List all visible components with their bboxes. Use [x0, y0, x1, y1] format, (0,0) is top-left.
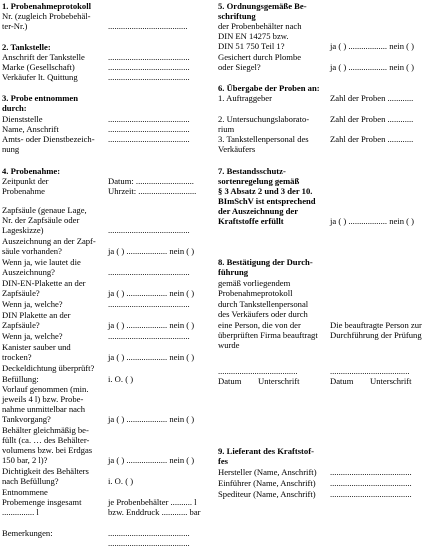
- zapfsaeule-label-2: Nr. der Zapfsäule oder: [2, 215, 80, 225]
- datum-caption-left: Datum: [218, 376, 242, 386]
- behaelter-label: Behälter gleichmäßig be-: [2, 425, 89, 435]
- name-anschrift-field[interactable]: ......................................: [108, 124, 190, 134]
- auszeichnung-ja-nein[interactable]: ja ( ) ................... nein ( ): [108, 246, 195, 256]
- din-en-plakette-ja-nein[interactable]: ja ( ) ................... nein ( ): [108, 288, 195, 298]
- probenbehaelter-field[interactable]: je Probenbehälter .......... l: [108, 497, 197, 507]
- bestandsschutz-ja-nein[interactable]: ja ( ) .................. nein ( ): [330, 216, 415, 226]
- section-1-label: Nr. (zugleich Probebehäl-: [2, 11, 91, 21]
- kanister-ja-nein[interactable]: ja ( ) ................... nein ( ): [108, 352, 195, 362]
- verkaeufer-label: Verkäufer lt. Quittung: [2, 72, 78, 82]
- dichtigkeit-io-checkbox[interactable]: i. O. ( ): [108, 476, 134, 486]
- plombe-ja-nein[interactable]: ja ( ) .................. nein ( ): [330, 62, 415, 72]
- din-en-plakette-label-2: Zapfsäule?: [2, 288, 40, 298]
- dienststelle-label: Dienststelle: [2, 114, 43, 124]
- vorlauf-label-4: Tankvorgang?: [2, 414, 51, 424]
- section-8-title-cont: führung: [218, 267, 249, 277]
- section-7-title: 7. Bestandsschutz-: [218, 166, 286, 176]
- section-5-title-cont: schriftung: [218, 11, 256, 21]
- din-plakette-ja-nein[interactable]: ja ( ) ................... nein ( ): [108, 320, 195, 330]
- amtsbezeichnung-label-cont: nung: [2, 144, 20, 154]
- spediteur-field[interactable]: ......................................: [330, 489, 412, 499]
- auszeichnung-label: Auszeichnung an der Zapf-: [2, 236, 96, 246]
- befuellung-io-checkbox[interactable]: i. O. ( ): [108, 374, 134, 384]
- enddruck-field[interactable]: bzw. Enddruck ............ bar: [108, 507, 201, 517]
- din-en-plakette-label: DIN-EN-Plakette an der: [2, 278, 86, 288]
- section-9-title-cont: fes: [218, 456, 229, 466]
- probemenge-label-2: Probemenge insgesamt: [2, 497, 82, 507]
- beschriftung-label: der Probenbehälter nach: [218, 21, 302, 31]
- uebergabe-personal-label: 3. Tankstellenpersonal des: [218, 134, 309, 144]
- uebergabe-labor-label: 2. Untersuchungslaborato-: [218, 114, 310, 124]
- marke-label: Marke (Gesellschaft): [2, 62, 75, 72]
- kanister-label-2: trocken?: [2, 352, 32, 362]
- uebergabe-labor-field[interactable]: Zahl der Proben ............: [330, 114, 414, 124]
- uebergabe-personal-label-2: Verkäufers: [218, 144, 256, 154]
- probemenge-label: Entnommene: [2, 487, 48, 497]
- section-1-field[interactable]: .....................................: [108, 21, 188, 31]
- unterschrift-caption-right: Unterschrift: [370, 376, 412, 386]
- bemerkungen-label: Bemerkungen:: [2, 528, 53, 538]
- spediteur-label: Spediteur (Name, Anschrift): [218, 489, 316, 499]
- tankstelle-anschrift-field[interactable]: ......................................: [108, 52, 190, 62]
- verkaeufer-field[interactable]: ......................................: [108, 72, 190, 82]
- section-6-title: 6. Übergabe der Proben an:: [218, 83, 320, 93]
- signature-line-left[interactable]: .....................................: [218, 366, 298, 376]
- section-3-title: 3. Probe entnommen: [2, 93, 78, 103]
- bestaetigung-text-4: des Verkäufers oder durch: [218, 309, 308, 319]
- din-welche-label: Wenn ja, welche?: [2, 331, 63, 341]
- datum-caption-right: Datum: [330, 376, 354, 386]
- amtsbezeichnung-label: Amts- oder Dienstbezeich-: [2, 134, 95, 144]
- behaelter-label-4: 150 bar, 2 l)?: [2, 455, 48, 465]
- section-7-title-4: BImSchV ist entsprechend: [218, 196, 316, 206]
- auszeichnung-wie-field[interactable]: ......................................: [108, 267, 190, 277]
- bestaetigung-text-2: Probenahmeprotokoll: [218, 288, 293, 298]
- zapfsaeule-label: Zapfsäule (genaue Lage,: [2, 205, 87, 215]
- kanister-label: Kanister sauber und: [2, 342, 71, 352]
- auszeichnung-wie-label-2: Auszeichnung?: [2, 267, 55, 277]
- section-1-title: 1. Probenahmeprotokoll: [2, 1, 91, 11]
- section-2-title: 2. Tankstelle:: [2, 42, 51, 52]
- auszeichnung-label-2: säule vorhanden?: [2, 246, 62, 256]
- datum-field[interactable]: Datum: ...........................: [108, 176, 194, 186]
- zapfsaeule-field[interactable]: ......................................: [108, 225, 190, 235]
- beschriftung-ja-nein[interactable]: ja ( ) .................. nein ( ): [330, 41, 415, 51]
- bemerkungen-field-2[interactable]: ......................................: [108, 538, 190, 548]
- bestaetigung-text-7: wurde: [218, 340, 240, 350]
- vorlauf-label: Vorlauf genommen (min.: [2, 384, 89, 394]
- bestaetigung-text-3: durch Tankstellenpersonal: [218, 299, 309, 309]
- probemenge-field[interactable]: ............... l: [2, 507, 39, 517]
- dienststelle-field[interactable]: ......................................: [108, 114, 190, 124]
- signature-line-right[interactable]: .....................................: [330, 366, 410, 376]
- section-7-title-6: Kraftstoffe erfüllt: [218, 216, 284, 226]
- section-1-label-cont: ter-Nr.): [2, 21, 28, 31]
- zeitpunkt-label: Zeitpunkt der: [2, 176, 49, 186]
- zapfsaeule-label-3: Lageskizze): [2, 225, 44, 235]
- behaelter-label-3: volumens bzw. bei Erdgas: [2, 445, 93, 455]
- bestaetigung-text-1: gemäß vorliegendem: [218, 278, 291, 288]
- zeitpunkt-label-cont: Probenahme: [2, 186, 45, 196]
- einfuehrer-field[interactable]: ......................................: [330, 478, 412, 488]
- deckeldichtung-label: Deckeldichtung überprüft?: [2, 363, 95, 373]
- section-7-title-2: sortenregelung gemäß: [218, 176, 300, 186]
- section-7-title-5: der Auszeichnung der: [218, 206, 299, 216]
- uhrzeit-field[interactable]: Uhrzeit: ...........................: [108, 186, 197, 196]
- section-9-title: 9. Lieferant des Kraftstof-: [218, 446, 314, 456]
- dichtigkeit-label: Dichtigkeit des Behälters: [2, 466, 89, 476]
- name-anschrift-label: Name, Anschrift: [2, 124, 59, 134]
- bestaetigung-text-5: eine Person, die von der: [218, 320, 301, 330]
- tankstelle-anschrift-label: Anschrift der Tankstelle: [2, 52, 85, 62]
- plombe-label-2: oder Siegel?: [218, 62, 261, 72]
- plombe-label: Gesichert durch Plombe: [218, 52, 302, 62]
- section-3-title-cont: durch:: [2, 103, 27, 113]
- uebergabe-labor-label-2: rium: [218, 124, 235, 134]
- unterschrift-caption-left: Unterschrift: [258, 376, 300, 386]
- section-8-title: 8. Bestätigung der Durch-: [218, 257, 313, 267]
- hersteller-field[interactable]: ......................................: [330, 467, 412, 477]
- einfuehrer-label: Einführer (Name, Anschrift): [218, 478, 316, 488]
- section-4-title: 4. Probenahme:: [2, 166, 61, 176]
- din-plakette-label-2: Zapfsäule?: [2, 320, 40, 330]
- auszeichnung-wie-label: Wenn ja, wie lautet die: [2, 257, 81, 267]
- behaelter-label-2: füllt (ca. … des Behälter-: [2, 435, 90, 445]
- behaelter-ja-nein[interactable]: ja ( ) ................... nein ( ): [108, 455, 195, 465]
- befuellung-label: Befüllung:: [2, 374, 39, 384]
- din-en-welche-label: Wenn ja, welche?: [2, 299, 63, 309]
- bemerkungen-field[interactable]: ......................................: [108, 528, 190, 538]
- vorlauf-label-3: nahme unmittelbar nach: [2, 404, 86, 414]
- beauftragte-person-text-1: Die beauftragte Person zur: [330, 320, 422, 330]
- section-5-title: 5. Ordnungsgemäße Be-: [218, 1, 307, 11]
- marke-field[interactable]: ......................................: [108, 62, 190, 72]
- beschriftung-label-2: DIN EN 14275 bzw.: [218, 31, 289, 41]
- din-welche-field[interactable]: ......................................: [108, 331, 190, 341]
- beschriftung-label-3: DIN 51 750 Teil 1?: [218, 41, 285, 51]
- beauftragte-person-text-2: Durchführung der Prüfung: [330, 330, 422, 340]
- section-7-title-3: § 3 Absatz 2 und 3 der 10.: [218, 186, 313, 196]
- uebergabe-auftraggeber-field[interactable]: Zahl der Proben ............: [330, 93, 414, 103]
- dichtigkeit-label-2: nach Befüllung?: [2, 476, 59, 486]
- hersteller-label: Hersteller (Name, Anschrift): [218, 467, 317, 477]
- bestaetigung-text-6: überprüften Firma beauftragt: [218, 330, 318, 340]
- vorlauf-ja-nein[interactable]: ja ( ) ................... nein ( ): [108, 414, 195, 424]
- amtsbezeichnung-field[interactable]: ......................................: [108, 134, 190, 144]
- vorlauf-label-2: jeweils 4 l) bzw. Probe-: [2, 394, 84, 404]
- uebergabe-personal-field[interactable]: Zahl der Proben ............: [330, 134, 414, 144]
- din-en-welche-field[interactable]: ......................................: [108, 299, 190, 309]
- din-plakette-label: DIN Plakette an der: [2, 310, 71, 320]
- uebergabe-auftraggeber-label: 1. Auftraggeber: [218, 93, 272, 103]
